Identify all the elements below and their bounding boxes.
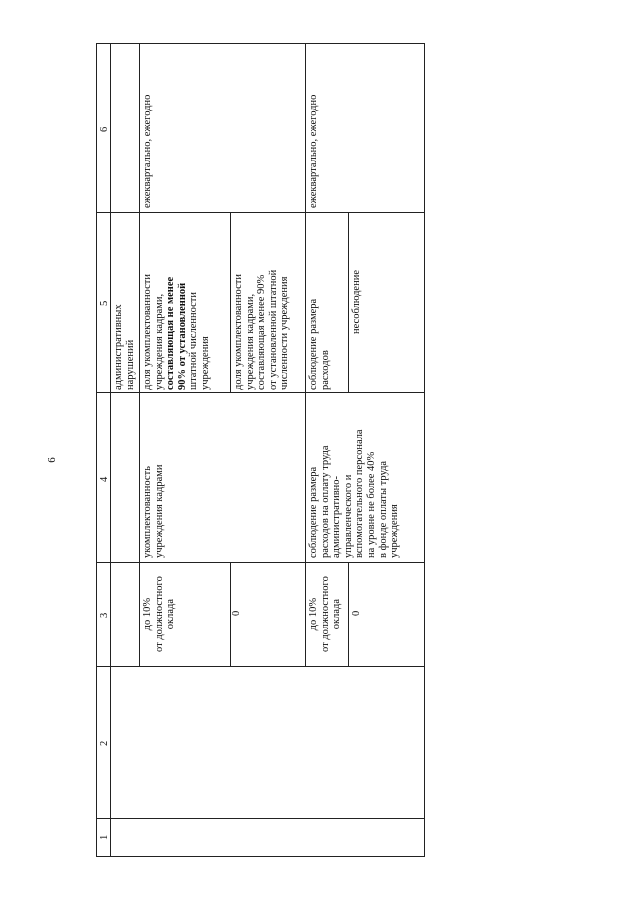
col-sep-5-4 xyxy=(96,392,425,393)
col-sep-2-1 xyxy=(96,818,425,819)
header-col-3: 3 xyxy=(99,612,110,618)
row3-col6-periodicity: ежеквартально, ежегодно xyxy=(308,94,319,208)
col-sep-4-3 xyxy=(96,562,425,563)
row3-col3: до 10% от должностного оклада xyxy=(308,576,343,652)
header-band-line xyxy=(110,43,111,857)
row2-col5a-tail: штатной численности учреждения xyxy=(188,292,211,390)
header-col-4: 4 xyxy=(99,476,110,482)
row3-col5a: соблюдение размера расходов xyxy=(308,298,331,390)
row2-sub-split xyxy=(230,212,231,393)
row-sep-1-2 xyxy=(139,43,140,667)
table-border-right xyxy=(424,43,425,857)
header-col-2: 2 xyxy=(99,740,110,746)
table-border-bottom xyxy=(96,856,425,857)
page-number: 6 xyxy=(46,457,58,463)
row3-sub-split-col3 xyxy=(348,562,349,667)
row2-col4: укомплектованность учреждения кадрами xyxy=(142,464,165,558)
row3-col5b: несоблюдение xyxy=(351,270,362,334)
header-col-1: 1 xyxy=(99,834,110,840)
header-col-6: 6 xyxy=(99,126,110,132)
table-border-left xyxy=(96,43,97,857)
row-sep-2-3 xyxy=(305,43,306,667)
table-border-top xyxy=(96,43,425,44)
col-sep-3-2 xyxy=(96,666,425,667)
row3-col3-zero: 0 xyxy=(351,610,362,616)
header-col-5: 5 xyxy=(99,300,110,306)
row2-col5a-bold: составляющая не менее 90% от установленной xyxy=(165,276,188,390)
row3-sub-split xyxy=(348,212,349,393)
row2-col5b: доля укомплектованности учреждения кадрами, составляющая менее 90% от установленной штатной численности учреждения xyxy=(233,269,291,390)
row2-col3: до 10% от должностного оклада xyxy=(142,576,177,652)
row3-col4: соблюдение размера расходов на оплату труда административно- управленческого и вспомогательного персонала на уровне не более 40% в фонде оплаты труда учреждения xyxy=(308,429,401,558)
row2-col6-periodicity: ежеквартально, ежегодно xyxy=(142,94,153,208)
row1-col5-text: административных нарушений xyxy=(113,304,136,390)
row2-col3-zero: 0 xyxy=(231,610,242,616)
col-sep-6-5 xyxy=(96,212,425,213)
row2-col5a-prefix: доля укомплектованности учреждения кадрами, xyxy=(142,274,165,390)
